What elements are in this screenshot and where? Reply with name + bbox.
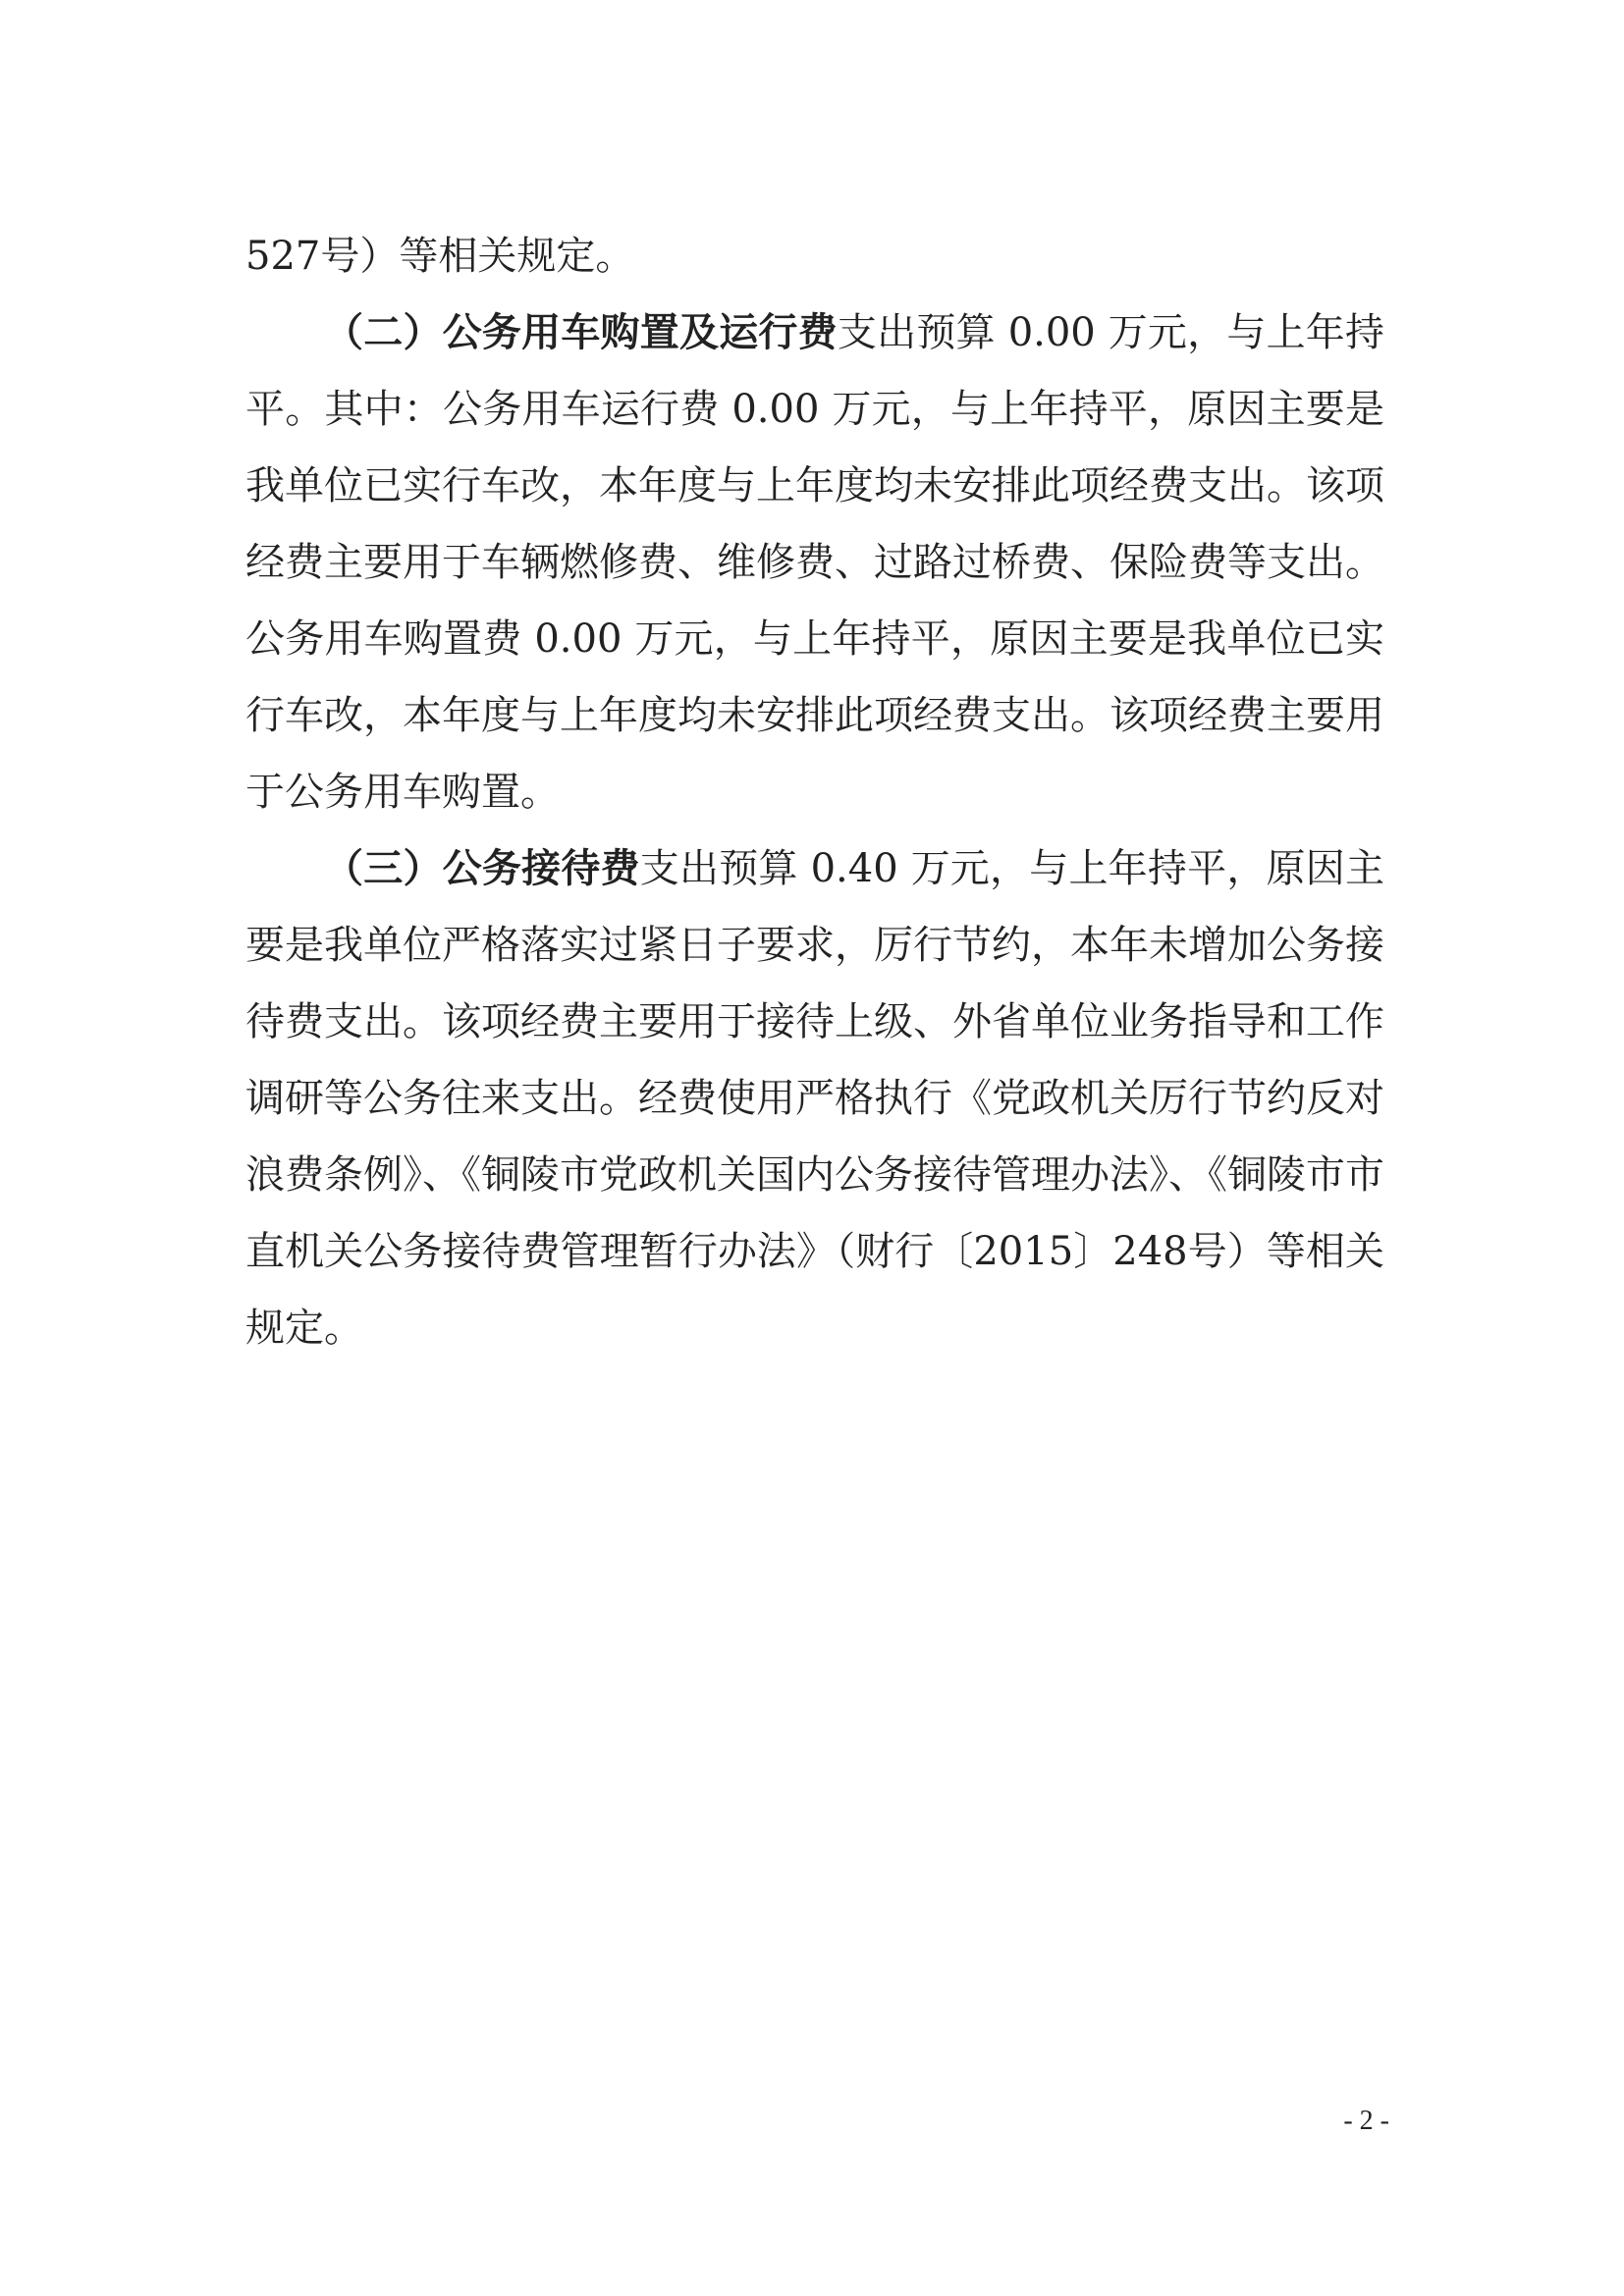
lead-paragraph: 527号）等相关规定。 [245, 234, 635, 279]
section-3-body: 支出预算 0.40 万元，与上年持平，原因主要是我单位严格落实过紧日子要求，厉行节约，本年未增加公务接待费支出。该项经费主要用于接待上级、外省单位业务指导和工作调研等公务往来支出。经费使用严格执行《党政机关厉行节约反对浪费条例》、《铜陵市党政机关国内公务接待管理办法》、《铜陵市市直机关公务接待费管理暂行办法》（财行〔2015〕248号）等相关规定。 [245, 846, 1384, 1351]
page-number: - 2 - [1343, 2106, 1389, 2136]
section-3-paragraph [245, 830, 1384, 1366]
section-2-body: 支出预算 0.00 万元，与上年持平。其中：公务用车运行费 0.00 万元，与上年持平，原因主要是我单位已实行车改，本年度与上年度均未安排此项经费支出。该项经费主要用于车辆燃修费、维修费、过路过桥费、保险费等支出。公务用车购置费 0.00 万元，与上年持平，原因主要是我单位已实行车改，本年度与上年度均未安排此项经费支出。该项经费主要用于公务用车购置。 [245, 310, 1385, 815]
section-2-heading: （二）公务用车购置及运行费 [324, 310, 838, 355]
document-body [245, 218, 1384, 1366]
section-3-heading: （三）公务接待费 [324, 846, 640, 891]
section-2-paragraph [245, 294, 1384, 830]
